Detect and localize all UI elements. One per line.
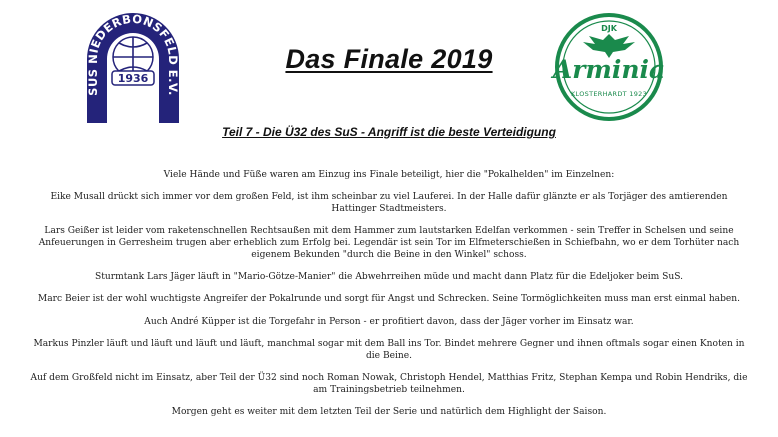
paragraph-squad-rest: Auf dem Großfeld nicht im Einsatz, aber Teil der Ü32 sind noch Roman Nowak, Christoph Hendel, Matthias Fritz, Stephan Kempa und Robin Hendriks, die am Trainingsbetrieb teilnehmen. <box>30 373 748 395</box>
paragraph-andre-kuepper: Auch André Küpper ist die Torgefahr in Person - er profitiert davon, dass der Jäger vorher im Einsatz war. <box>144 316 634 327</box>
paragraph-marc-beier: Marc Beier ist der wohl wuchtigste Angreifer der Pokalrunde und sorgt für Angst und Schrecken. Seine Tormöglichkeiten muss man erst einmal haben. <box>37 294 741 305</box>
paragraph-outro: Morgen geht es weiter mit dem letzten Teil der Serie und natürlich dem Highlight der Saison. <box>171 407 607 418</box>
article-subtitle: Teil 7 - Die Ü32 des SuS - Angriff ist die beste Verteidigung <box>222 125 556 139</box>
crest-top-text: DJK <box>601 24 617 33</box>
paragraph-eike-musall: Eike Musall drückt sich immer vor dem großen Feld, ist ihm scheinbar zu viel Lauferei. In der Halle dafür glänzte er als Torjäger des amtierenden Hattinger Stadtmeisters. <box>50 192 728 214</box>
djk-arminia-crest-icon <box>549 12 669 122</box>
crest-ring-text: SUS NIEDERBONSFELD E.V. <box>85 11 180 96</box>
paragraph-lars-jaeger: Sturmtank Lars Jäger läuft in "Mario-Götze-Manier" die Abwehrreihen müde und macht dann Platz für die Edeljoker beim SuS. <box>94 271 684 282</box>
crest-name: Arminia <box>552 55 666 84</box>
crest-year: 1936 <box>117 72 149 85</box>
page-title: Das Finale 2019 <box>285 44 493 74</box>
paragraph-markus-pinzler: Markus Pinzler läuft und läuft und läuft und läuft, manchmal sogar mit dem Ball ins Tor. Bindet mehrere Gegner und ihnen oftmals sogar einen Knoten in die Beine. <box>33 339 745 361</box>
crest-bottom-text: KLOSTERHARDT 1923 <box>570 90 648 98</box>
djk-arminia-logo <box>549 12 669 122</box>
paragraph-lars-geisser: Lars Geißer ist leider vom raketenschnellen Rechtsaußen mit dem Hammer zum lautstarken Edelfan verkommen - sein Treffer in Schelsen und seine Anfeuerungen in Gerresheim trugen aber erheblich zum Erfolg bei. Legendär ist sein Tor im Elfmeterschießen in Schiefbahn, wo er dem Torhüter nach eigenem Bekunden "durch die Beine in den Winkel" schoss. <box>38 226 740 260</box>
paragraph-intro: Viele Hände und Füße waren am Einzug ins Finale beteiligt, hier die "Pokalhelden" im Einzelnen: <box>163 170 615 180</box>
article-body <box>30 170 748 429</box>
